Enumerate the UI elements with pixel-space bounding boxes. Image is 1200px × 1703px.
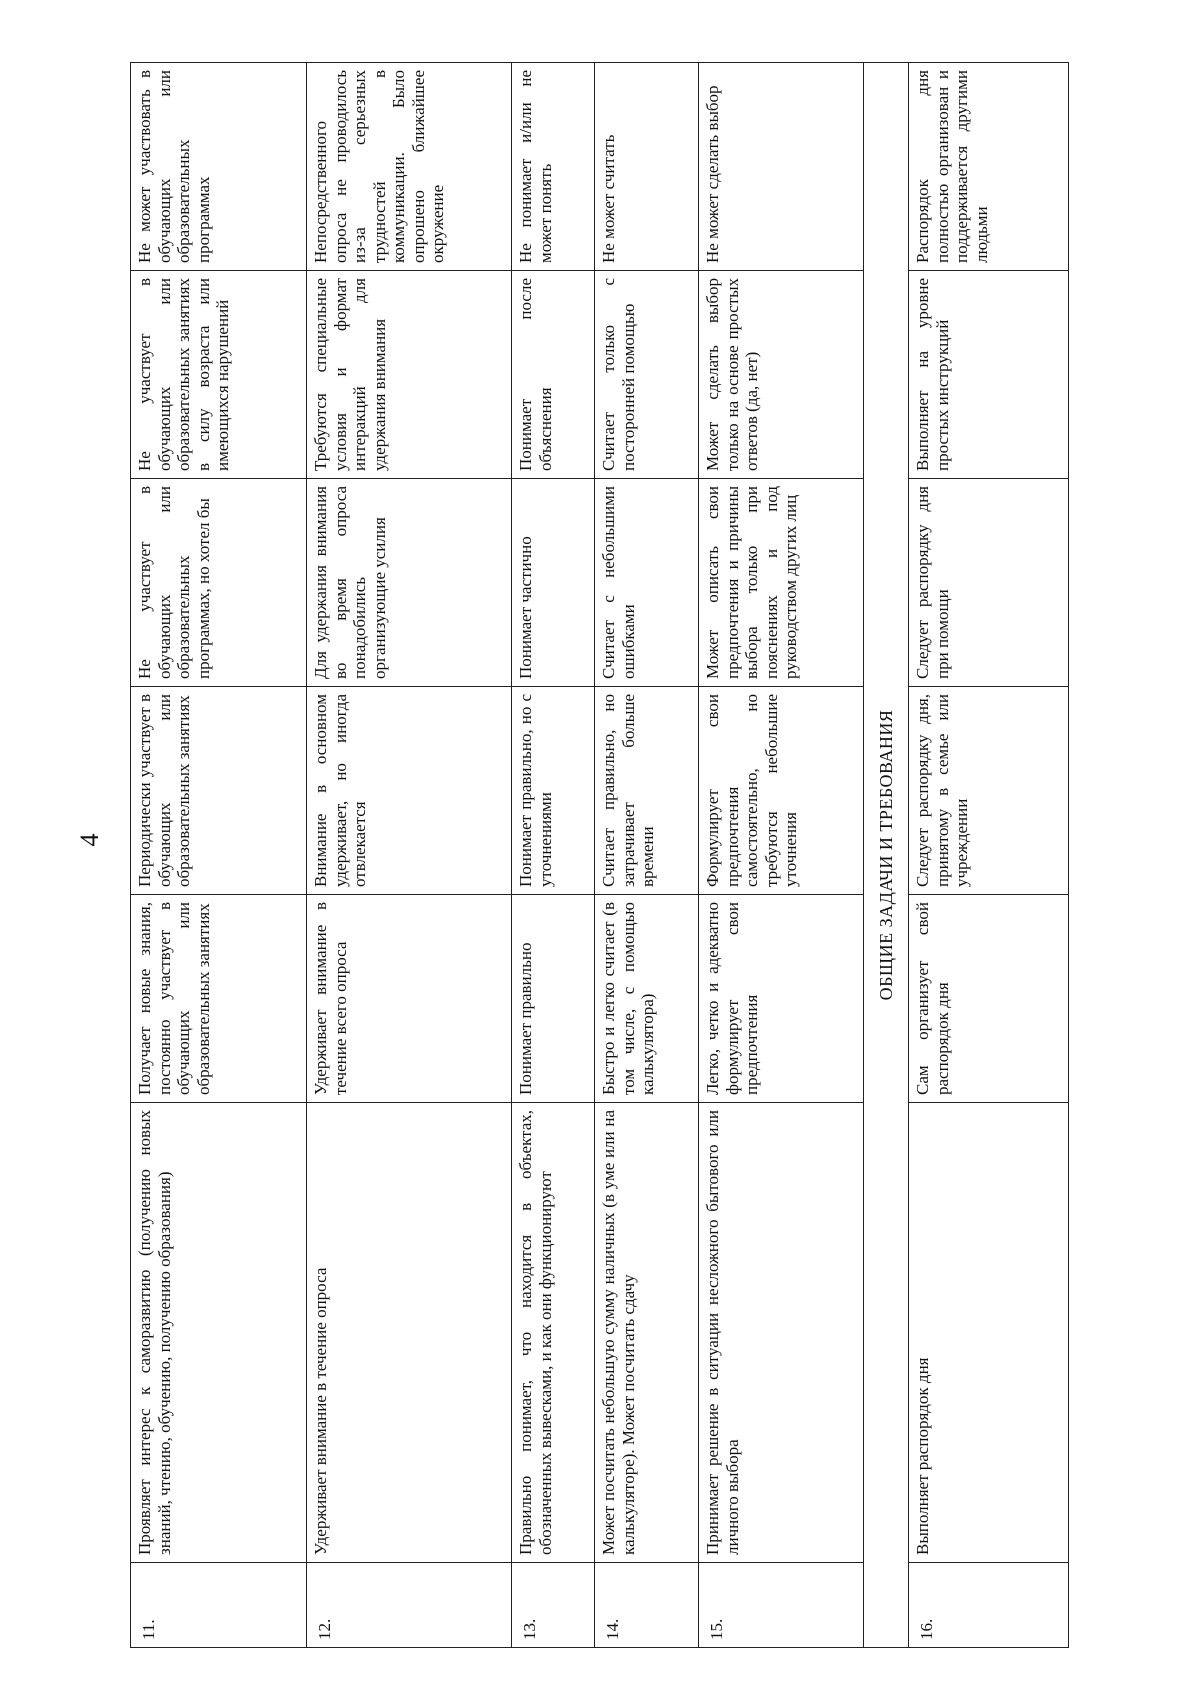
level-cell: Распорядок дня полностью организован и поддерживается другими людьми — [909, 63, 1069, 271]
level-cell: Может описать свои предпочтения и причины выбора только при пояснениях и под руководством других лиц — [699, 479, 864, 687]
level-cell: Понимает частично — [512, 479, 595, 687]
level-cell: Требуются специальные условия и формат интеракций для удержания внимания — [307, 271, 512, 479]
task-cell: Проявляет интерес к саморазвитию (получению новых знаний, чтению, обучению, получению образования) — [131, 1103, 307, 1563]
row-number: 16. — [909, 1563, 1069, 1648]
table-row — [595, 63, 699, 1648]
task-cell: Может посчитать небольшую сумму наличных (в уме или на калькуляторе). Может посчитать сдачу — [595, 1103, 699, 1563]
level-cell: Следует распорядку дня, принятому в семье или учреждении — [909, 687, 1069, 895]
table-row — [131, 63, 307, 1648]
page-number: 4 — [75, 833, 104, 847]
level-cell: Не понимает и/или не может понять — [512, 63, 595, 271]
level-cell: Не участвует в обучающих или образовательных занятиях в силу возраста или имеющихся нарушений — [131, 271, 307, 479]
table-row — [909, 63, 1069, 1648]
level-cell: Понимает правильно, но с уточнениями — [512, 687, 595, 895]
task-cell: Принимает решение в ситуации несложного бытового или личного выбора — [699, 1103, 864, 1563]
level-cell: Понимает правильно — [512, 895, 595, 1103]
level-cell: Не может считать — [595, 63, 699, 271]
table-row — [699, 63, 864, 1648]
level-cell: Выполняет на уровне простых инструкций — [909, 271, 1069, 479]
row-number: 15. — [699, 1563, 864, 1648]
table-row — [307, 63, 512, 1648]
level-cell: Понимает после объяснения — [512, 271, 595, 479]
level-cell: Считает правильно, но затрачивает больше времени — [595, 687, 699, 895]
row-number: 11. — [131, 1563, 307, 1648]
level-cell: Считает с небольшими ошибками — [595, 479, 699, 687]
level-cell: Удерживает внимание в течение всего опроса — [307, 895, 512, 1103]
level-cell: Для удержания внимания во время опроса понадобились организующие усилия — [307, 479, 512, 687]
task-cell: Выполняет распорядок дня — [909, 1103, 1069, 1563]
rotated-page-content — [130, 63, 1068, 1648]
level-cell: Может сделать выбор только на основе простых ответов (да, нет) — [699, 271, 864, 479]
level-cell: Не участвует в обучающих или образовательных программах, но хотел бы — [131, 479, 307, 687]
section-row — [864, 63, 909, 1648]
row-number: 14. — [595, 1563, 699, 1648]
level-cell: Внимание в основном удерживает, но иногда отвлекается — [307, 687, 512, 895]
level-cell: Сам организует свой распорядок дня — [909, 895, 1069, 1103]
section-title: ОБЩИЕ ЗАДАЧИ И ТРЕБОВАНИЯ — [864, 63, 909, 1648]
level-cell: Формулирует свои предпочтения самостоятельно, но требуются небольшие уточнения — [699, 687, 864, 895]
assessment-table — [130, 62, 1069, 1648]
level-cell: Получает новые знания, постоянно участвует в обучающих или образовательных занятиях — [131, 895, 307, 1103]
table-row — [512, 63, 595, 1648]
level-cell: Быстро и легко считает (в том числе, с помощью калькулятора) — [595, 895, 699, 1103]
level-cell: Не может сделать выбор — [699, 63, 864, 271]
level-cell: Следует распорядку дня при помощи — [909, 479, 1069, 687]
row-number: 12. — [307, 1563, 512, 1648]
row-number: 13. — [512, 1563, 595, 1648]
level-cell: Периодически участвует в обучающих или образовательных занятиях — [131, 687, 307, 895]
level-cell: Легко, четко и адекватно формулирует свои предпочтения — [699, 895, 864, 1103]
task-cell: Удерживает внимание в течение опроса — [307, 1103, 512, 1563]
level-cell: Не может участвовать в обучающих или образовательных программах — [131, 63, 307, 271]
level-cell: Непосредственного опроса не проводилось из-за серьезных трудностей в коммуникации. Было опрошено ближайшее окружение — [307, 63, 512, 271]
task-cell: Правильно понимает, что находится в объектах, обозначенных вывесками, и как они функционируют — [512, 1103, 595, 1563]
level-cell: Считает только с посторонней помощью — [595, 271, 699, 479]
